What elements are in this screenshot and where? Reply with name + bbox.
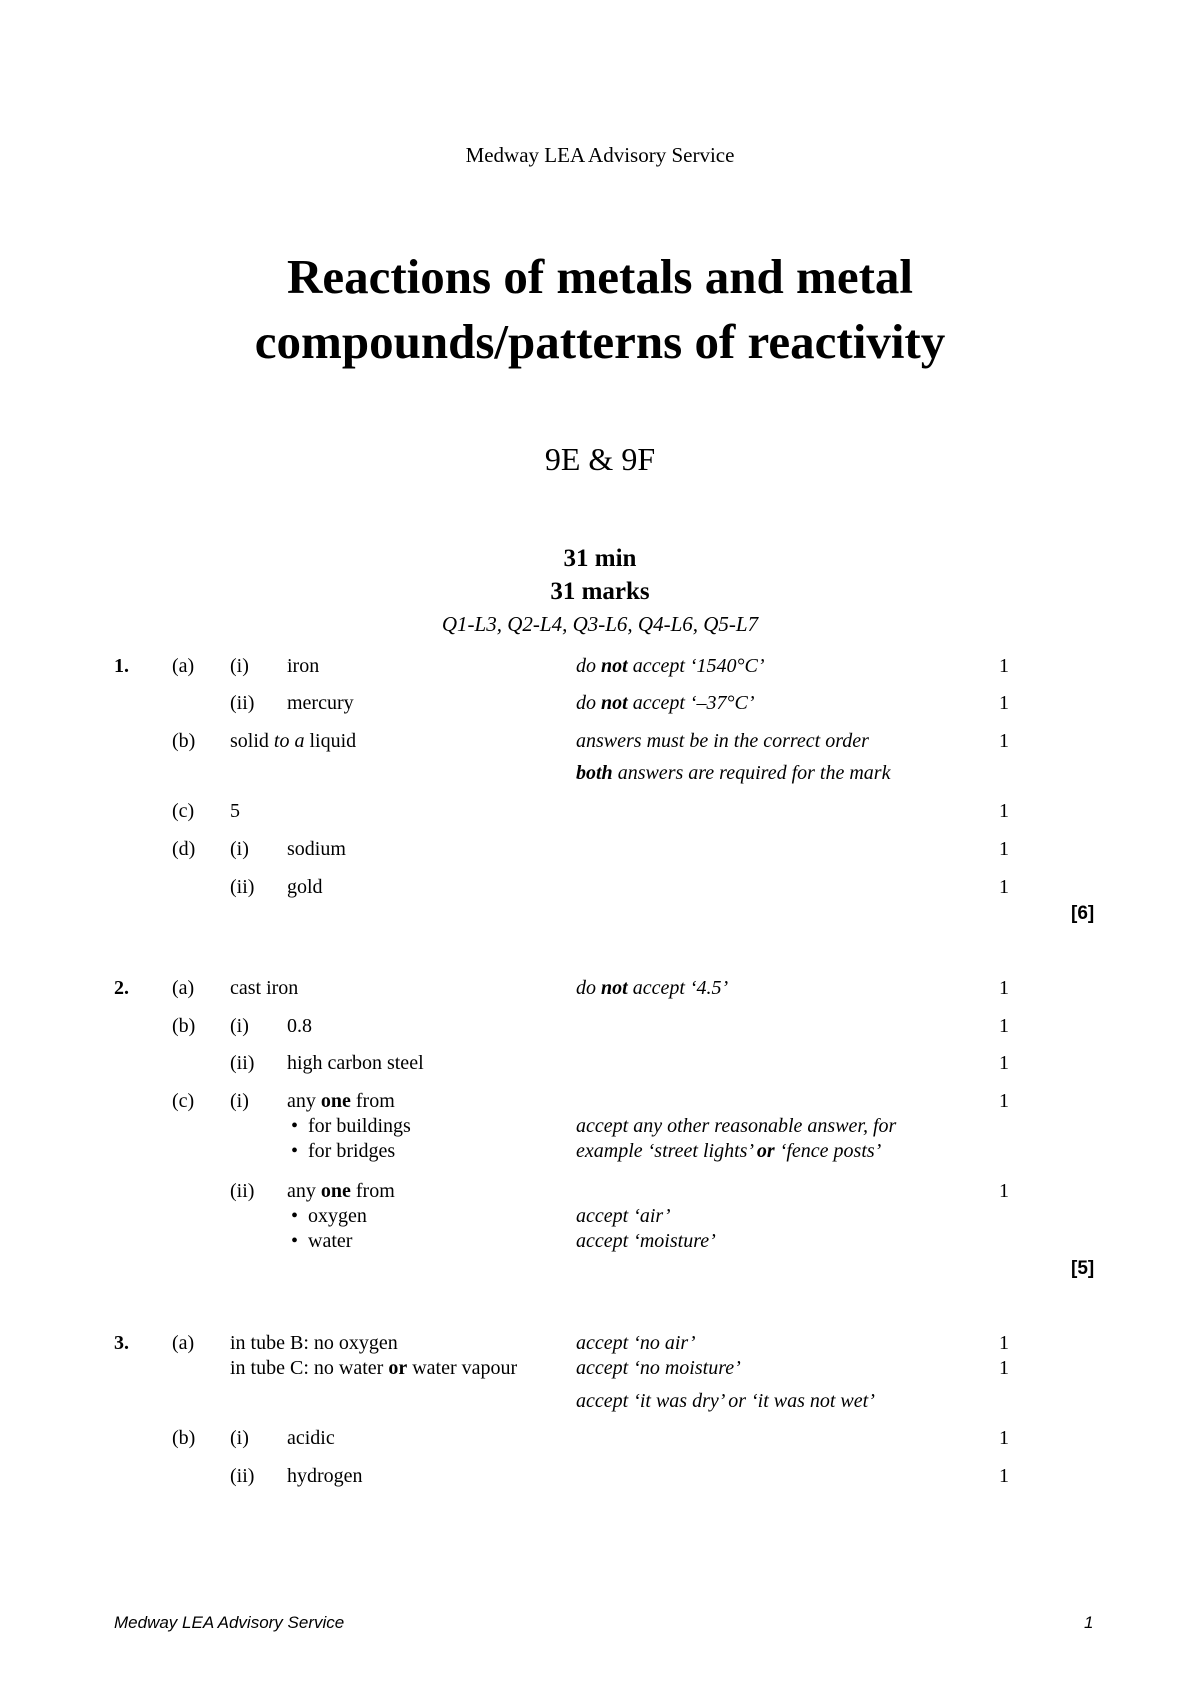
answer-text: high carbon steel (287, 1052, 424, 1074)
page-footer-text: Medway LEA Advisory Service (114, 1613, 345, 1632)
list-item: • water (291, 1230, 353, 1252)
mark-value: 1 (999, 1052, 1009, 1074)
question-number: 3. (114, 1332, 129, 1354)
subpart-label: (ii) (230, 1180, 255, 1202)
part-label: (c) (172, 1090, 195, 1112)
part-label: (b) (172, 1015, 196, 1037)
mark-value: 1 (999, 1090, 1009, 1112)
subpart-label: (i) (230, 838, 249, 860)
mark-value: 1 (999, 1332, 1009, 1354)
answer-text: gold (287, 876, 323, 898)
marking-note: accept any other reasonable answer, for (576, 1115, 897, 1137)
bullet-icon: • (291, 1230, 299, 1252)
marking-note: accept ‘no air’ (576, 1332, 696, 1354)
marking-note: example ‘street lights’ or ‘fence posts’ (576, 1140, 882, 1162)
marking-note: accept ‘no moisture’ (576, 1357, 741, 1379)
question-levels: Q1-L3, Q2-L4, Q3-L6, Q4-L6, Q5-L7 (441, 612, 759, 636)
answer-text: any one from (287, 1180, 395, 1202)
part-label: (a) (172, 1332, 195, 1354)
document-title (0, 244, 1200, 374)
part-label: (a) (172, 977, 195, 999)
title-line-1: Reactions of metals and metal (286, 249, 914, 304)
bullet-icon: • (291, 1115, 299, 1137)
question-total: [6] (1071, 903, 1095, 924)
mark-value: 1 (999, 838, 1009, 860)
mark-value: 1 (999, 692, 1009, 714)
question-number: 2. (114, 977, 129, 999)
answer-text: hydrogen (287, 1465, 363, 1487)
bullet-icon: • (291, 1205, 299, 1227)
subpart-label: (i) (230, 1090, 249, 1112)
mark-value: 1 (999, 1357, 1009, 1379)
mark-value: 1 (999, 1015, 1009, 1037)
mark-value: 1 (999, 977, 1009, 999)
subpart-label: (i) (230, 655, 249, 677)
list-item: • for bridges (291, 1140, 396, 1162)
answer-text: in tube B: no oxygen (230, 1332, 398, 1354)
title-line-2: compounds/patterns of reactivity (254, 314, 946, 369)
answer-text: in tube C: no water or water vapour (230, 1357, 518, 1379)
part-label: (a) (172, 655, 195, 677)
subpart-label: (ii) (230, 692, 255, 714)
question-total: [5] (1071, 1258, 1095, 1279)
bullet-icon: • (291, 1140, 299, 1162)
subpart-label: (ii) (230, 876, 255, 898)
marking-note: answers must be in the correct order (576, 730, 869, 752)
part-label: (b) (172, 1427, 196, 1449)
subpart-label: (i) (230, 1427, 249, 1449)
marking-note: accept ‘it was dry’ or ‘it was not wet’ (576, 1390, 875, 1412)
subpart-label: (i) (230, 1015, 249, 1037)
marking-note: do not accept ‘4.5’ (576, 977, 729, 999)
answer-text: 5 (230, 800, 240, 822)
answer-text: sodium (287, 838, 346, 860)
answer-text: iron (287, 655, 320, 677)
subpart-label: (ii) (230, 1052, 255, 1074)
mark-value: 1 (999, 1180, 1009, 1202)
mark-value: 1 (999, 800, 1009, 822)
total-marks: 31 marks (550, 578, 650, 605)
answer-text: mercury (287, 692, 354, 714)
marking-note: accept ‘air’ (576, 1205, 671, 1227)
list-item: • oxygen (291, 1205, 367, 1227)
marking-note: accept ‘moisture’ (576, 1230, 716, 1252)
subpart-label: (ii) (230, 1465, 255, 1487)
answer-text: 0.8 (287, 1015, 312, 1037)
part-label: (d) (172, 838, 196, 860)
page-number: 1 (1084, 1613, 1094, 1632)
time-allowed: 31 min (563, 545, 637, 572)
part-label: (b) (172, 730, 196, 752)
mark-value: 1 (999, 1465, 1009, 1487)
mark-value: 1 (999, 1427, 1009, 1449)
units-label: 9E & 9F (544, 441, 656, 477)
marking-note: do not accept ‘–37°C’ (576, 692, 755, 714)
mark-value: 1 (999, 876, 1009, 898)
part-label: (c) (172, 800, 195, 822)
answer-text: any one from (287, 1090, 395, 1112)
question-number: 1. (114, 655, 129, 677)
marking-note: do not accept ‘1540°C’ (576, 655, 765, 677)
page-header: Medway LEA Advisory Service (465, 143, 735, 167)
mark-value: 1 (999, 655, 1009, 677)
answer-text: solid to a liquid (230, 730, 357, 752)
answer-text: acidic (287, 1427, 335, 1449)
marking-note: both answers are required for the mark (576, 762, 891, 784)
mark-value: 1 (999, 730, 1009, 752)
list-item: • for buildings (291, 1115, 411, 1137)
answer-text: cast iron (230, 977, 299, 999)
